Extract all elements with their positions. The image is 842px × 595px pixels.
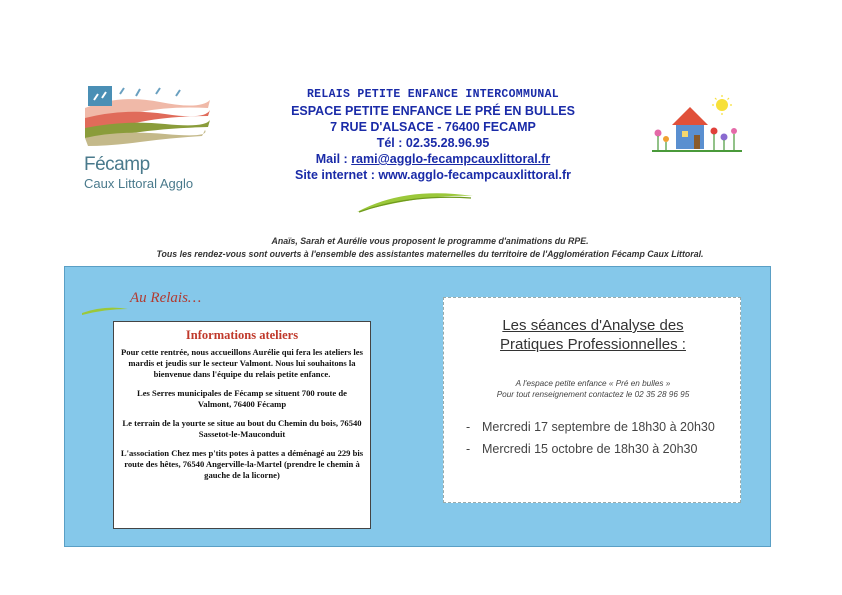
- ateliers-paragraph: Les Serres municipales de Fécamp se situent 700 route de Valmont, 76400 Fécamp: [137, 388, 347, 409]
- intro-line-1: Anaïs, Sarah et Aurélie vous proposent le programme d'animations du RPE.: [271, 236, 589, 246]
- header-website[interactable]: Site internet : www.agglo-fecampcauxlittoral.fr: [295, 168, 571, 182]
- seance-date: Mercredi 17 septembre de 18h30 à 20h30: [482, 420, 715, 434]
- header-phone: Tél : 02.35.28.96.95: [376, 136, 490, 150]
- ateliers-paragraph: Pour cette rentrée, nous accueillons Aurélie qui fera les ateliers les mardis et jeudis sur le secteur Valmont. Nous lui souhaitons la bienvenue dans l'équipe du relais petite enfance.: [121, 347, 363, 379]
- list-item: [466, 418, 736, 436]
- seances-title-line-2: Pratiques Professionnelles :: [500, 336, 686, 353]
- header-address: 7 RUE D'ALSACE - 76400 FECAMP: [330, 120, 536, 134]
- seances-panel: [443, 297, 741, 503]
- intro-line-2: Tous les rendez-vous sont ouverts à l'ensemble des assistantes maternelles du territoire de l'Agglomération Fécamp Caux Littoral.: [156, 249, 704, 259]
- house-drawing-icon: [650, 95, 745, 157]
- header-line-1: RELAIS PETITE ENFANCE INTERCOMMUNAL: [306, 88, 560, 101]
- header-mail-row: [252, 151, 614, 167]
- seance-date: Mercredi 15 octobre de 18h30 à 20h30: [482, 442, 698, 456]
- seances-title-line-1: Les séances d'Analyse des: [502, 317, 684, 334]
- bullet-dash: -: [466, 420, 471, 434]
- agglo-logo: [80, 86, 215, 196]
- seances-dates-list: [466, 418, 736, 462]
- ateliers-title: Informations ateliers: [185, 328, 299, 342]
- mail-label: Mail :: [315, 152, 352, 166]
- agglo-logo-icon: [80, 86, 215, 156]
- seances-note: [444, 378, 742, 400]
- header-block: [252, 87, 614, 183]
- header-line-2: ESPACE PETITE ENFANCE LE PRÉ EN BULLES: [291, 104, 575, 118]
- seances-title: [444, 316, 742, 354]
- ateliers-paragraph: Le terrain de la yourte se situe au bout du Chemin du bois, 76540 Sassetot-le-Mauconduit: [122, 418, 362, 439]
- seances-note-line-2: Pour tout renseignement contactez le 02 35 28 96 95: [496, 390, 690, 399]
- mail-link[interactable]: rami@agglo-fecampcauxlittoral.fr: [351, 152, 551, 166]
- logo-subtitle: Caux Littoral Agglo: [84, 176, 194, 191]
- ateliers-panel: [113, 321, 371, 529]
- list-item: [466, 440, 736, 458]
- green-leaf-icon: [355, 190, 475, 216]
- green-brushstroke-icon: [80, 303, 130, 317]
- ateliers-paragraph: L'association Chez mes p'tits potes à pattes a déménagé au 229 bis route des hêtes, 76540 Angerville-la-Martel (prendre le chemin à gauche de la licorne): [120, 448, 364, 480]
- bullet-dash: -: [466, 442, 471, 456]
- intro-text: [60, 235, 800, 261]
- section-title: Au Relais…: [130, 290, 202, 306]
- logo-name: Fécamp: [84, 154, 150, 175]
- seances-note-line-1: A l'espace petite enfance « Pré en bulles »: [515, 379, 671, 388]
